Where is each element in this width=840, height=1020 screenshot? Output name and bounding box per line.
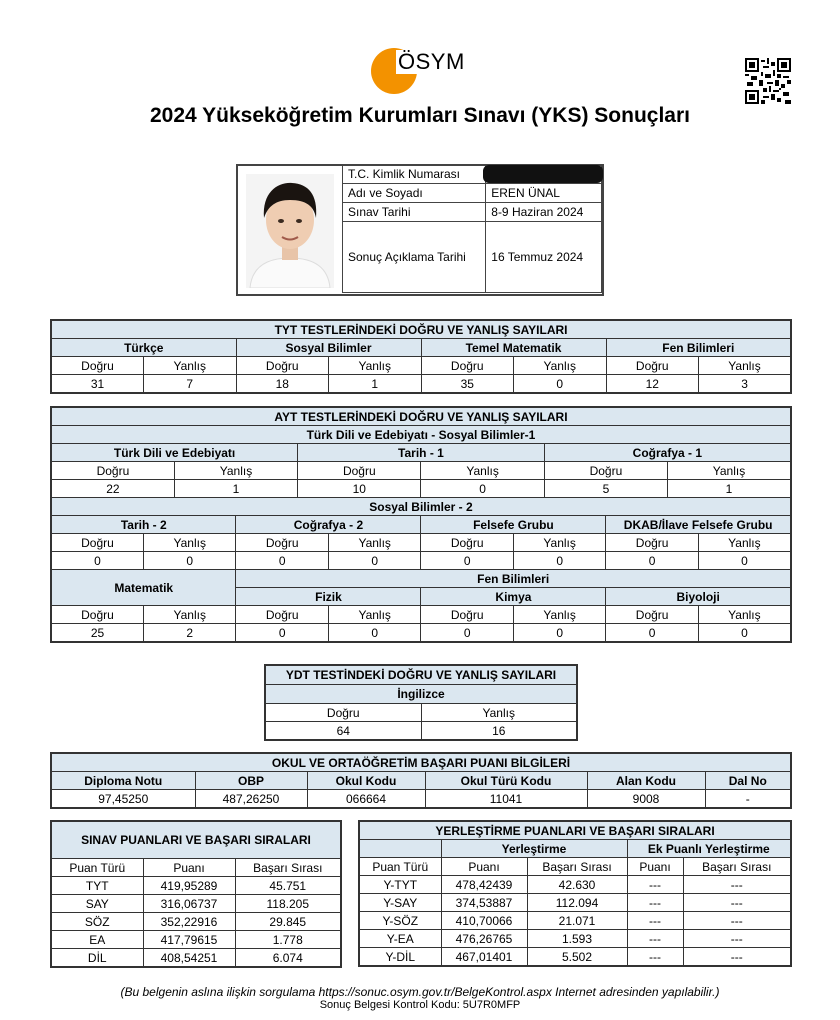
extra-score: --- xyxy=(627,912,683,930)
ayt-subject: Coğrafya - 2 xyxy=(236,516,421,534)
dogru-header: Doğru xyxy=(606,357,699,375)
tyt-subject: Türkçe xyxy=(51,339,236,357)
yanlis-header: Yanlış xyxy=(143,534,235,552)
score-value: 352,22916 xyxy=(143,913,235,931)
exam-date-label: Sınav Tarihi xyxy=(343,203,486,222)
school-header: Alan Kodu xyxy=(587,772,705,790)
extra-score: --- xyxy=(627,948,683,967)
yanlis-header: Yanlış xyxy=(513,534,605,552)
school-header: OBP xyxy=(195,772,307,790)
placement-scores-table xyxy=(358,820,792,967)
puani-header: Puanı xyxy=(441,858,527,876)
value-cell: 3 xyxy=(699,375,792,394)
value-cell: 487,26250 xyxy=(195,790,307,809)
score-type: SÖZ xyxy=(51,913,143,931)
ayt-group1-title: Türk Dili ve Edebiyatı - Sosyal Bilimler-1 xyxy=(51,426,791,444)
tyt-subject: Sosyal Bilimler xyxy=(236,339,421,357)
value-cell: 0 xyxy=(513,624,605,643)
value-cell: 22 xyxy=(51,480,174,498)
yanlis-header: Yanlış xyxy=(144,357,237,375)
basari-header: Başarı Sırası xyxy=(527,858,627,876)
dogru-header: Doğru xyxy=(51,462,174,480)
tyt-table xyxy=(50,319,792,394)
yanlis-header: Yanlış xyxy=(698,534,791,552)
extra-placement-subheader: Ek Puanlı Yerleştirme xyxy=(627,840,791,858)
ydt-title: YDT TESTİNDEKİ DOĞRU VE YANLIŞ SAYILARI xyxy=(265,665,577,685)
school-table xyxy=(50,752,792,809)
score-value: 419,95289 xyxy=(143,877,235,895)
value-cell: 0 xyxy=(51,552,143,570)
school-title: OKUL VE ORTAÖĞRETİM BAŞARI PUANI BİLGİLERİ xyxy=(51,753,791,772)
dogru-header: Doğru xyxy=(298,462,421,480)
yanlis-header: Yanlış xyxy=(328,534,420,552)
fen-subject: Kimya xyxy=(421,588,606,606)
puani-header: Puanı xyxy=(627,858,683,876)
score-type: DİL xyxy=(51,949,143,968)
rank-value: 1.593 xyxy=(527,930,627,948)
value-cell: 0 xyxy=(328,552,420,570)
dogru-header: Doğru xyxy=(51,534,143,552)
name-value: EREN ÜNAL xyxy=(486,184,602,203)
ydt-language: İngilizce xyxy=(265,685,577,704)
extra-rank: --- xyxy=(683,948,791,967)
value-cell: 0 xyxy=(328,624,420,643)
qr-code-icon xyxy=(745,58,791,104)
value-cell: 066664 xyxy=(307,790,425,809)
dogru-header: Doğru xyxy=(606,606,698,624)
rank-value: 118.205 xyxy=(235,895,341,913)
tyt-subject: Fen Bilimleri xyxy=(606,339,791,357)
value-cell: 18 xyxy=(236,375,329,394)
dogru-header: Doğru xyxy=(421,357,514,375)
page-title: 2024 Yükseköğretim Kurumları Sınavı (YKS) Sonuçları xyxy=(150,104,690,127)
dogru-header: Doğru xyxy=(51,357,144,375)
rank-value: 112.094 xyxy=(527,894,627,912)
value-cell: - xyxy=(705,790,791,809)
dogru-header: Doğru xyxy=(544,462,667,480)
score-value: 478,42439 xyxy=(441,876,527,894)
dogru-header: Doğru xyxy=(265,704,421,722)
value-cell: 0 xyxy=(698,624,791,643)
ydt-table xyxy=(264,664,578,741)
student-photo xyxy=(246,174,334,288)
school-header: Okul Kodu xyxy=(307,772,425,790)
ayt-title: AYT TESTLERİNDEKİ DOĞRU VE YANLIŞ SAYILARI xyxy=(51,407,791,426)
extra-rank: --- xyxy=(683,894,791,912)
rank-value: 29.845 xyxy=(235,913,341,931)
tyt-subject: Temel Matematik xyxy=(421,339,606,357)
dogru-header: Doğru xyxy=(51,606,143,624)
value-cell: 16 xyxy=(421,722,577,741)
fen-subject: Fizik xyxy=(236,588,421,606)
verification-note: (Bu belgenin aslına ilişkin sorgulama https://sonuc.osym.gov.tr/BelgeKontrol.aspx Internet adresinden yapılabilir.) xyxy=(120,985,720,999)
tyt-title: TYT TESTLERİNDEKİ DOĞRU VE YANLIŞ SAYILARI xyxy=(51,320,791,339)
score-value: 410,70066 xyxy=(441,912,527,930)
value-cell: 7 xyxy=(144,375,237,394)
score-type: Y-SÖZ xyxy=(359,912,441,930)
value-cell: 12 xyxy=(606,375,699,394)
puan-turu-header: Puan Türü xyxy=(359,858,441,876)
value-cell: 0 xyxy=(143,552,235,570)
score-value: 417,79615 xyxy=(143,931,235,949)
score-value: 316,06737 xyxy=(143,895,235,913)
placement-title: YERLEŞTİRME PUANLARI VE BAŞARI SIRALARI xyxy=(359,821,791,840)
value-cell: 0 xyxy=(236,552,328,570)
rank-value: 45.751 xyxy=(235,877,341,895)
yanlis-header: Yanlış xyxy=(421,704,577,722)
rank-value: 1.778 xyxy=(235,931,341,949)
value-cell: 97,45250 xyxy=(51,790,195,809)
name-label: Adı ve Soyadı xyxy=(343,184,486,203)
verification-code: Sonuç Belgesi Kontrol Kodu: 5U7R0MFP xyxy=(319,999,521,1011)
value-cell: 2 xyxy=(143,624,235,643)
ayt-subject: Tarih - 1 xyxy=(298,444,545,462)
yanlis-header: Yanlış xyxy=(421,462,544,480)
ayt-subject: Coğrafya - 1 xyxy=(544,444,791,462)
identity-box xyxy=(236,164,604,296)
extra-rank: --- xyxy=(683,930,791,948)
value-cell: 0 xyxy=(236,624,328,643)
exam-date-value: 8-9 Haziran 2024 xyxy=(486,203,602,222)
dogru-header: Doğru xyxy=(236,357,329,375)
redaction-mark xyxy=(483,165,603,183)
yanlis-header: Yanlış xyxy=(329,357,422,375)
school-header: Dal No xyxy=(705,772,791,790)
dogru-header: Doğru xyxy=(421,606,513,624)
placement-subheader: Yerleştirme xyxy=(441,840,627,858)
score-value: 476,26765 xyxy=(441,930,527,948)
value-cell: 0 xyxy=(698,552,791,570)
score-value: 408,54251 xyxy=(143,949,235,968)
basari-header: Başarı Sırası xyxy=(683,858,791,876)
osym-logo xyxy=(371,48,491,100)
basari-header: Başarı Sırası xyxy=(235,859,341,877)
yanlis-header: Yanlış xyxy=(513,606,605,624)
school-header: Okul Türü Kodu xyxy=(425,772,587,790)
school-header: Diploma Notu xyxy=(51,772,195,790)
score-value: 374,53887 xyxy=(441,894,527,912)
score-type: Y-SAY xyxy=(359,894,441,912)
rank-value: 6.074 xyxy=(235,949,341,968)
extra-rank: --- xyxy=(683,912,791,930)
dogru-header: Doğru xyxy=(421,534,513,552)
dogru-header: Doğru xyxy=(236,534,328,552)
yanlis-header: Yanlış xyxy=(328,606,420,624)
value-cell: 5 xyxy=(544,480,667,498)
value-cell: 0 xyxy=(514,375,607,394)
score-value: 467,01401 xyxy=(441,948,527,967)
rank-value: 5.502 xyxy=(527,948,627,967)
rank-value: 42.630 xyxy=(527,876,627,894)
yanlis-header: Yanlış xyxy=(143,606,235,624)
value-cell: 0 xyxy=(606,552,698,570)
ayt-subject: DKAB/İlave Felsefe Grubu xyxy=(606,516,791,534)
yanlis-header: Yanlış xyxy=(668,462,791,480)
value-cell: 10 xyxy=(298,480,421,498)
value-cell: 0 xyxy=(513,552,605,570)
ayt-subject: Türk Dili ve Edebiyatı xyxy=(51,444,298,462)
value-cell: 31 xyxy=(51,375,144,394)
value-cell: 1 xyxy=(668,480,791,498)
ayt-group2-title: Sosyal Bilimler - 2 xyxy=(51,498,791,516)
value-cell: 1 xyxy=(329,375,422,394)
value-cell: 1 xyxy=(174,480,297,498)
extra-score: --- xyxy=(627,876,683,894)
puan-turu-header: Puan Türü xyxy=(51,859,143,877)
fen-subject: Biyoloji xyxy=(606,588,791,606)
yanlis-header: Yanlış xyxy=(698,606,791,624)
value-cell: 64 xyxy=(265,722,421,741)
score-type: Y-EA xyxy=(359,930,441,948)
result-date-value: 16 Temmuz 2024 xyxy=(486,222,602,293)
extra-score: --- xyxy=(627,894,683,912)
tc-label: T.C. Kimlik Numarası xyxy=(343,165,486,184)
dogru-header: Doğru xyxy=(606,534,698,552)
ayt-subject: Felsefe Grubu xyxy=(421,516,606,534)
score-type: Y-DİL xyxy=(359,948,441,967)
result-date-label: Sonuç Açıklama Tarihi xyxy=(343,222,486,293)
score-type: EA xyxy=(51,931,143,949)
dogru-header: Doğru xyxy=(236,606,328,624)
identity-table xyxy=(342,164,602,293)
math-subject: Matematik xyxy=(51,570,236,606)
value-cell: 0 xyxy=(421,624,513,643)
yanlis-header: Yanlış xyxy=(514,357,607,375)
value-cell: 0 xyxy=(421,480,544,498)
value-cell: 0 xyxy=(421,552,513,570)
score-type: Y-TYT xyxy=(359,876,441,894)
exam-scores-title: SINAV PUANLARI VE BAŞARI SIRALARI xyxy=(51,821,341,859)
extra-rank: --- xyxy=(683,876,791,894)
extra-score: --- xyxy=(627,930,683,948)
puani-header: Puanı xyxy=(143,859,235,877)
exam-scores-table xyxy=(50,820,342,968)
logo-text: ÖSYM xyxy=(398,49,465,74)
value-cell: 0 xyxy=(606,624,698,643)
ayt-subject: Tarih - 2 xyxy=(51,516,236,534)
score-type: SAY xyxy=(51,895,143,913)
rank-value: 21.071 xyxy=(527,912,627,930)
value-cell: 25 xyxy=(51,624,143,643)
value-cell: 35 xyxy=(421,375,514,394)
yanlis-header: Yanlış xyxy=(174,462,297,480)
fen-group-title: Fen Bilimleri xyxy=(236,570,791,588)
ayt-table xyxy=(50,406,792,643)
value-cell: 11041 xyxy=(425,790,587,809)
score-type: TYT xyxy=(51,877,143,895)
yanlis-header: Yanlış xyxy=(699,357,792,375)
value-cell: 9008 xyxy=(587,790,705,809)
